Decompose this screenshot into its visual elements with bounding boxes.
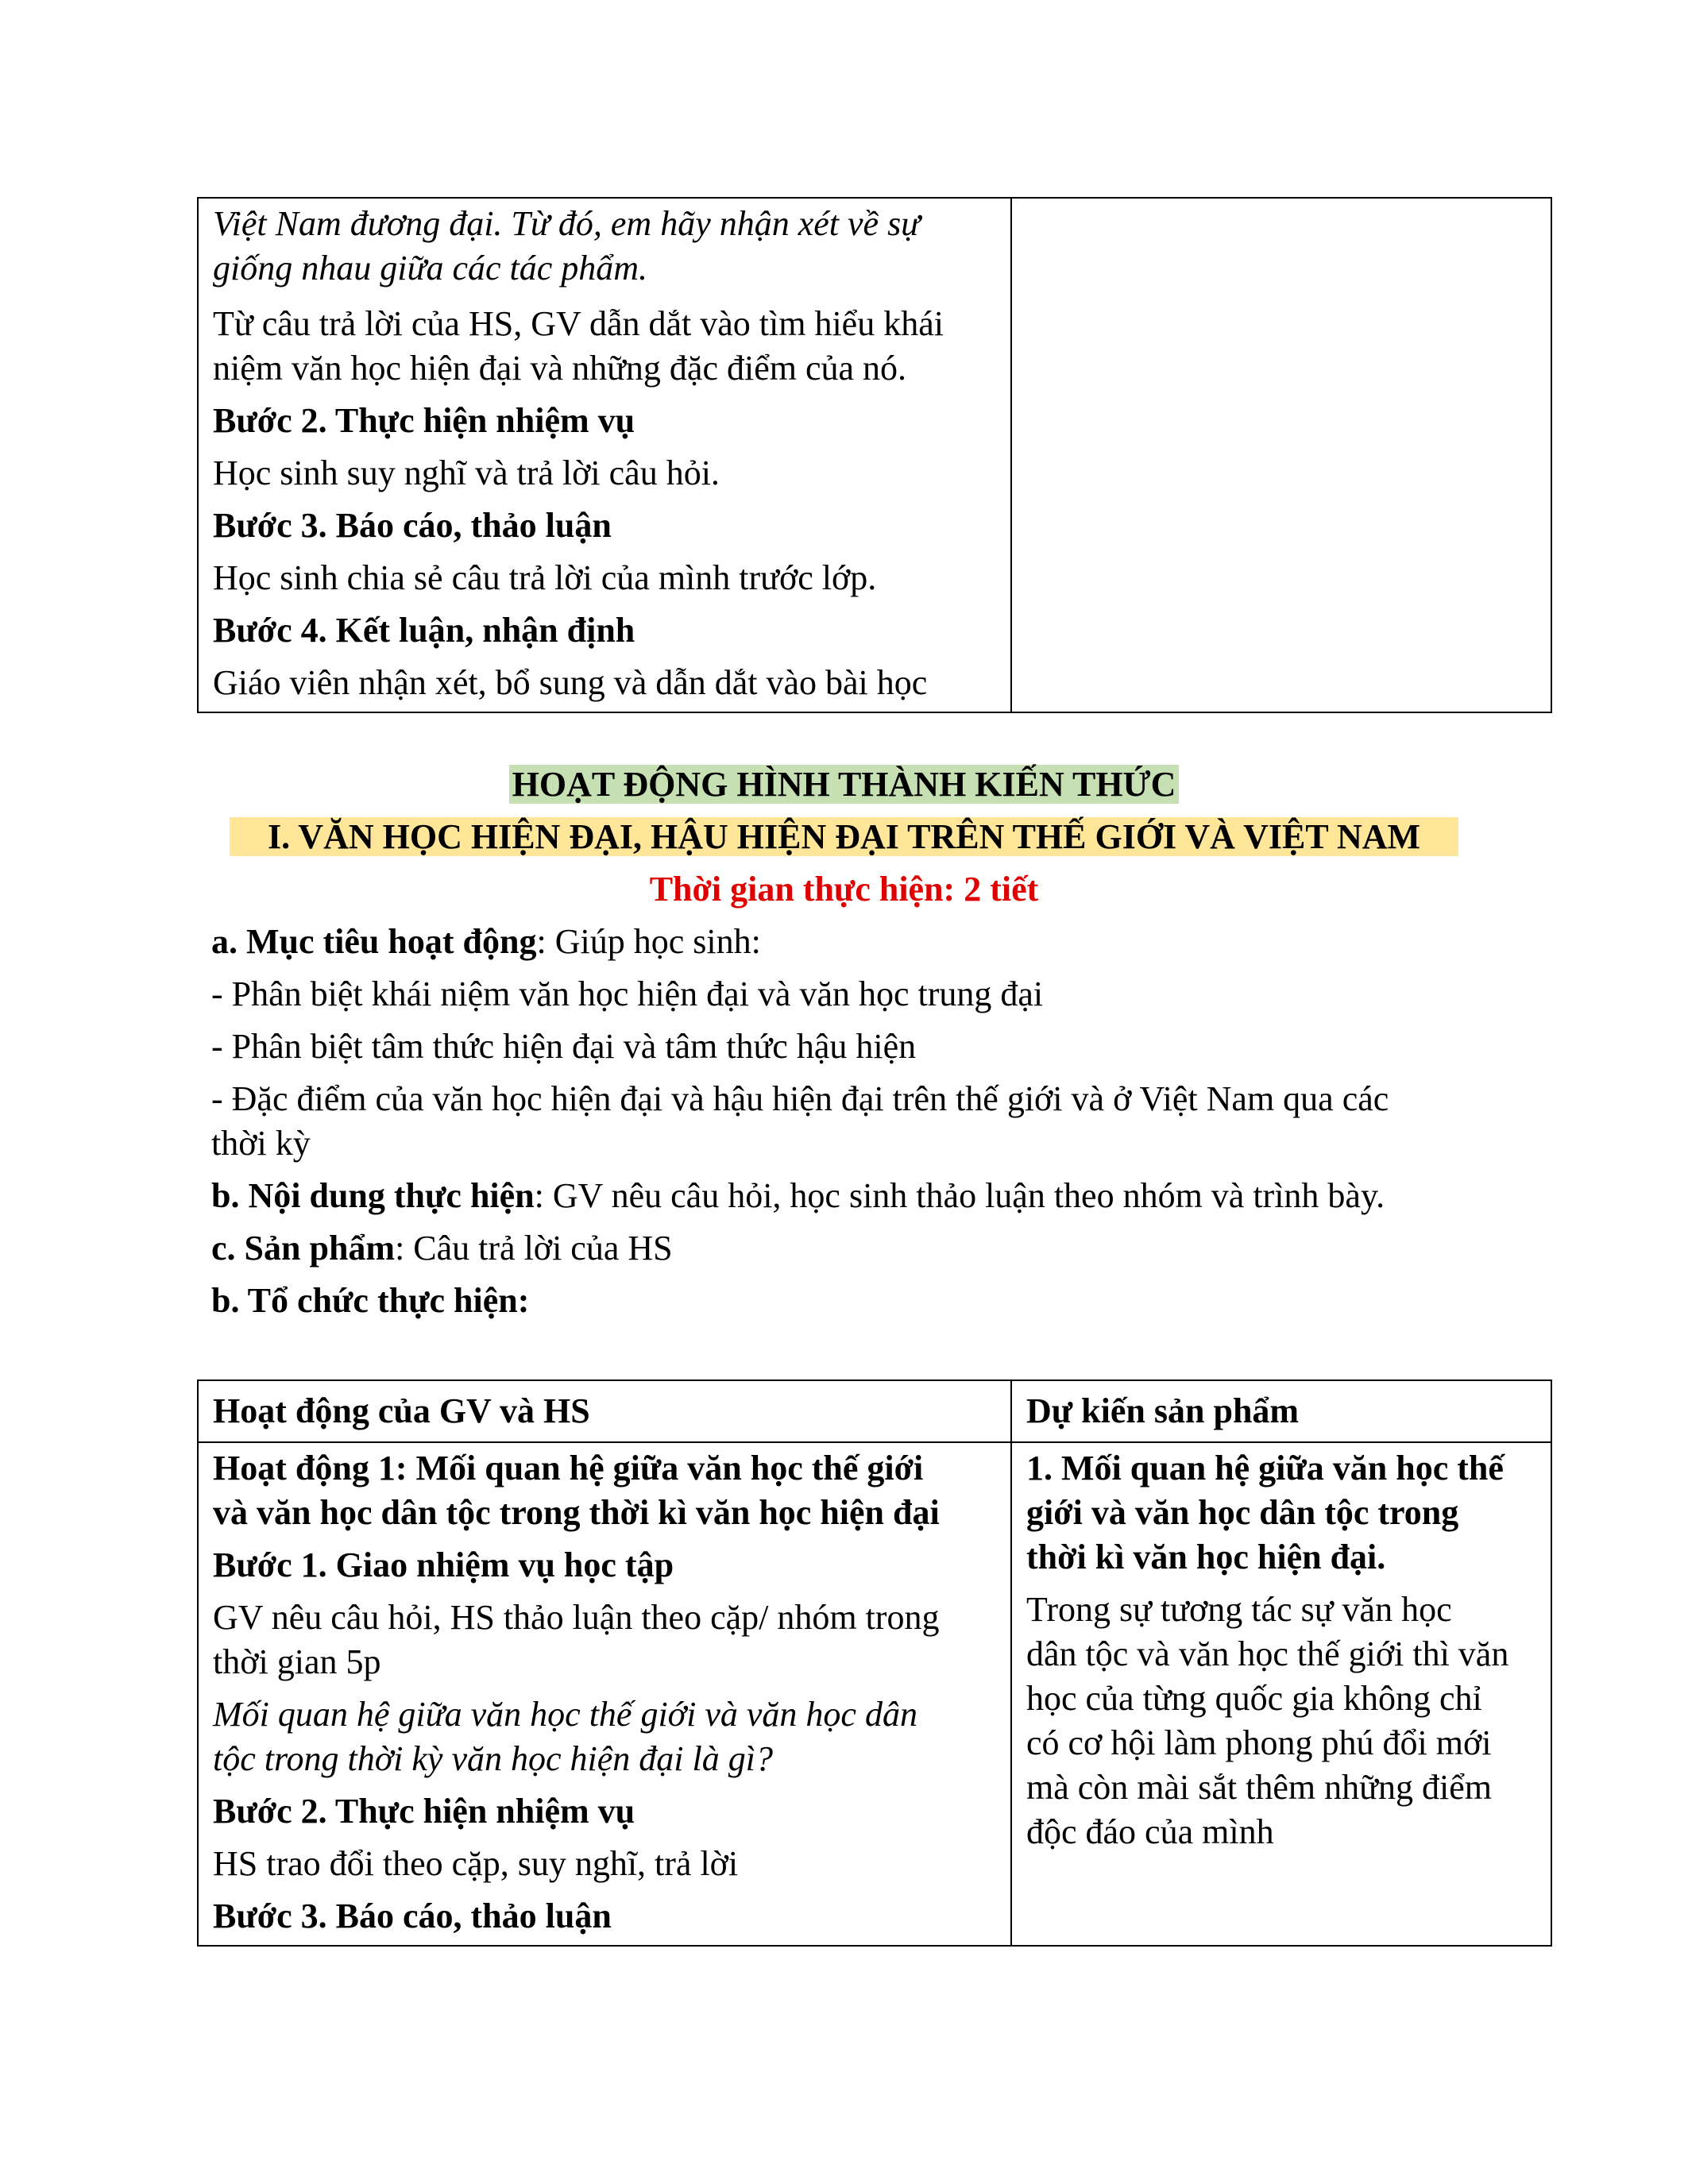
product-cell	[1011, 198, 1551, 712]
continuation-table	[197, 197, 1552, 713]
table-header-row	[198, 1380, 1551, 1442]
text-line: Trong sự tương tác sự văn học	[1026, 1590, 1452, 1629]
text-line: Việt Nam đương đại. Từ đó, em hãy nhận xét về sự	[213, 204, 921, 243]
text-line: thời gian 5p	[213, 1642, 381, 1681]
activity-title: Hoạt động 1: Mối quan hệ giữa văn học thế giới	[213, 1449, 924, 1488]
step-heading: Bước 3. Báo cáo, thảo luận	[213, 1897, 612, 1935]
objective-a: a. Mục tiêu hoạt động: Giúp học sinh:	[211, 922, 761, 961]
list-item: - Đặc điểm của văn học hiện đại và hậu hiện đại trên thế giới và ở Việt Nam qua các	[211, 1079, 1389, 1118]
activity-title: và văn học dân tộc trong thời kì văn học hiện đại	[213, 1493, 940, 1532]
table-row	[198, 1442, 1551, 1946]
step-heading: Bước 2. Thực hiện nhiệm vụ	[213, 1792, 635, 1831]
time-note: Thời gian thực hiện: 2 tiết	[649, 870, 1039, 909]
text-line: niệm văn học hiện đại và những đặc điểm của nó.	[213, 349, 907, 388]
product-title: 1. Mối quan hệ giữa văn học thế	[1026, 1449, 1504, 1488]
section-heading	[0, 762, 1688, 807]
header-cell: Dự kiến sản phẩm	[1011, 1380, 1551, 1442]
text-line: độc đáo của mình	[1026, 1812, 1274, 1851]
header-cell: Hoạt động của GV và HS	[198, 1380, 1011, 1442]
activity-cell	[198, 198, 1011, 712]
objective-d: b. Tổ chức thực hiện:	[211, 1281, 530, 1320]
text-line: Từ câu trả lời của HS, GV dẫn dắt vào tìm hiểu khái	[213, 304, 944, 343]
product-title: thời kì văn học hiện đại.	[1026, 1538, 1386, 1576]
objective-b: b. Nội dung thực hiện: GV nêu câu hỏi, học sinh thảo luận theo nhóm và trình bày.	[211, 1176, 1385, 1215]
text-line: giống nhau giữa các tác phẩm.	[213, 249, 648, 287]
step-heading: Bước 3. Báo cáo, thảo luận	[213, 506, 612, 545]
list-item: - Phân biệt tâm thức hiện đại và tâm thức hậu hiện	[211, 1027, 917, 1066]
text-line: có cơ hội làm phong phú đổi mới	[1026, 1723, 1492, 1762]
activity-table	[197, 1379, 1552, 1947]
question-line: Mối quan hệ giữa văn học thế giới và văn học dân	[213, 1695, 917, 1734]
highlight-green: HOẠT ĐỘNG HÌNH THÀNH KIẾN THỨC	[509, 765, 1180, 804]
text-line: HS trao đổi theo cặp, suy nghĩ, trả lời	[213, 1844, 739, 1883]
section-title	[0, 815, 1688, 859]
step-heading: Bước 1. Giao nhiệm vụ học tập	[213, 1545, 674, 1584]
highlight-yellow: I. VĂN HỌC HIỆN ĐẠI, HẬU HIỆN ĐẠI TRÊN THẾ GIỚI VÀ VIỆT NAM	[230, 817, 1458, 856]
table-row	[198, 198, 1551, 712]
question-line: tộc trong thời kỳ văn học hiện đại là gì?	[213, 1739, 773, 1778]
text-line: Giáo viên nhận xét, bổ sung và dẫn dắt vào bài học	[213, 663, 928, 702]
text-line: mà còn mài sắt thêm những điểm	[1026, 1768, 1492, 1807]
text-line: Học sinh suy nghĩ và trả lời câu hỏi.	[213, 453, 720, 492]
text-line: Học sinh chia sẻ câu trả lời của mình trước lớp.	[213, 558, 877, 597]
text-line: dân tộc và văn học thế giới thì văn	[1026, 1634, 1509, 1673]
activity-cell	[198, 1442, 1011, 1946]
list-item: - Phân biệt khái niệm văn học hiện đại và văn học trung đại	[211, 974, 1044, 1013]
objectives-block	[211, 920, 1546, 1331]
text-line: học của từng quốc gia không chỉ	[1026, 1679, 1482, 1718]
text-line: GV nêu câu hỏi, HS thảo luận theo cặp/ nhóm trong	[213, 1598, 940, 1637]
list-item: thời kỳ	[211, 1124, 311, 1163]
step-heading: Bước 4. Kết luận, nhận định	[213, 611, 635, 650]
product-title: giới và văn học dân tộc trong	[1026, 1493, 1459, 1532]
objective-c: c. Sản phẩm: Câu trả lời của HS	[211, 1229, 673, 1268]
product-cell	[1011, 1442, 1551, 1946]
step-heading: Bước 2. Thực hiện nhiệm vụ	[213, 401, 635, 440]
